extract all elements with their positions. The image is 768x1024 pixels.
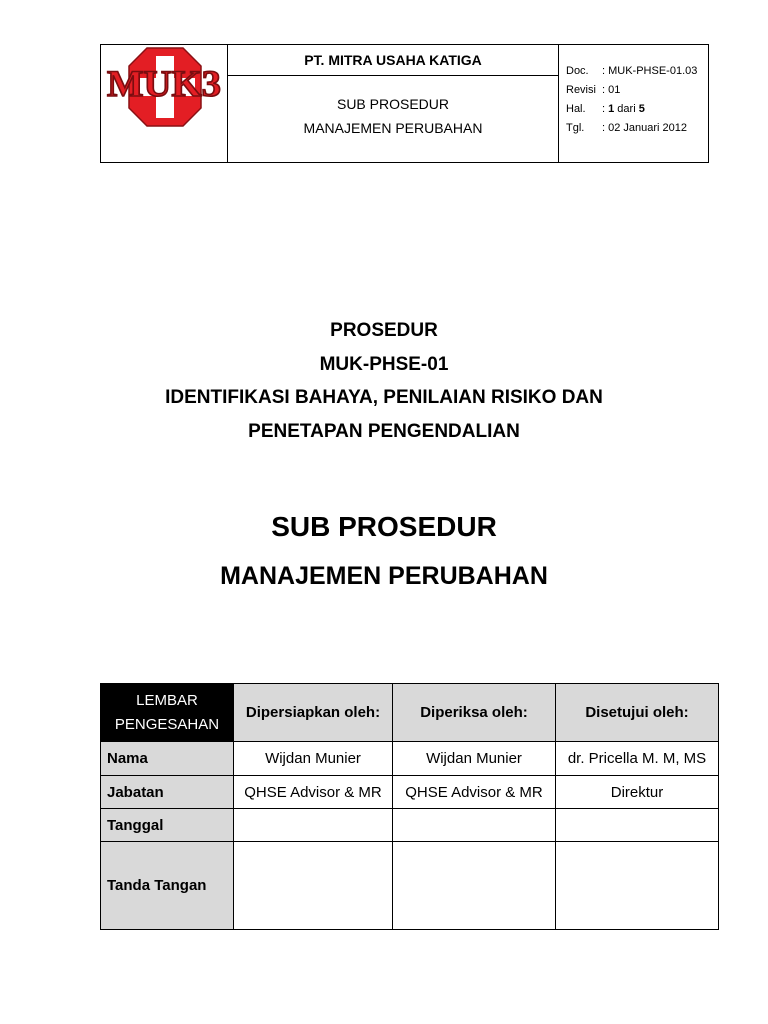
meta-tgl [566, 122, 687, 134]
meta-doc [566, 65, 697, 77]
meta-hal-total: 5 [638, 103, 645, 115]
row-label-nama: Nama [101, 742, 234, 776]
approval-row-tanggal [101, 809, 719, 842]
meta-revisi [566, 84, 620, 96]
meta-hal [566, 103, 645, 115]
meta-revisi-value: : 01 [602, 84, 621, 96]
row-label-jabatan: Jabatan [101, 776, 234, 809]
meta-hal-page: 1 [608, 103, 615, 115]
meta-tgl-label: Tgl. [566, 122, 585, 134]
signature-checked [393, 842, 556, 930]
row-label-tanggal: Tanggal [101, 809, 234, 842]
jabatan-checked: QHSE Advisor & MR [393, 776, 556, 809]
nama-approved: dr. Pricella M. M, MS [556, 742, 719, 776]
approval-table [100, 683, 719, 930]
meta-hal-prefix: : [602, 103, 609, 115]
tanggal-approved [556, 809, 719, 842]
title-line-4: PENETAPAN PENGENDALIAN [248, 421, 520, 442]
approval-row-jabatan [101, 776, 719, 809]
column-header-approved: Disetujui oleh: [556, 684, 719, 742]
sub-title-line-1: SUB PROSEDUR [271, 511, 497, 542]
signature-approved [556, 842, 719, 930]
approval-row-nama [101, 742, 719, 776]
meta-revisi-label: Revisi [566, 84, 596, 96]
approval-corner-cell [101, 684, 234, 742]
header-title-cell [228, 45, 559, 162]
sub-title-line-2: MANAJEMEN PERUBAHAN [220, 562, 548, 590]
approval-row-tanda-tangan [101, 842, 719, 930]
header-sub-title-2: MANAJEMEN PERUBAHAN [303, 120, 483, 136]
company-name: PT. MITRA USAHA KATIGA [228, 45, 558, 76]
title-line-2: MUK-PHSE-01 [319, 354, 449, 375]
logo-cell [101, 45, 228, 162]
nama-checked: Wijdan Munier [393, 742, 556, 776]
company-logo [105, 46, 223, 128]
column-header-prepared: Dipersiapkan oleh: [234, 684, 393, 742]
document-header [100, 44, 709, 163]
meta-hal-of: dari [614, 103, 639, 115]
title-line-3: IDENTIFIKASI BAHAYA, PENILAIAN RISIKO DAN [165, 387, 603, 408]
tanggal-prepared [234, 809, 393, 842]
title-line-1: PROSEDUR [330, 320, 438, 341]
document-meta [559, 45, 708, 162]
approval-header-row [101, 684, 719, 742]
meta-doc-value: : MUK-PHSE-01.03 [602, 65, 698, 77]
row-label-tanda-tangan: Tanda Tangan [101, 842, 234, 930]
logo-text: MUK3 [107, 64, 221, 105]
signature-prepared [234, 842, 393, 930]
column-header-checked: Diperiksa oleh: [393, 684, 556, 742]
jabatan-prepared: QHSE Advisor & MR [234, 776, 393, 809]
tanggal-checked [393, 809, 556, 842]
corner-line-1: LEMBAR [136, 691, 198, 709]
jabatan-approved: Direktur [556, 776, 719, 809]
meta-doc-label: Doc. [566, 65, 589, 77]
meta-hal-label: Hal. [566, 103, 586, 115]
nama-prepared: Wijdan Munier [234, 742, 393, 776]
header-sub-title-1: SUB PROSEDUR [336, 96, 450, 112]
meta-tgl-value: : 02 Januari 2012 [602, 122, 688, 134]
corner-line-2: PENGESAHAN [114, 715, 220, 733]
